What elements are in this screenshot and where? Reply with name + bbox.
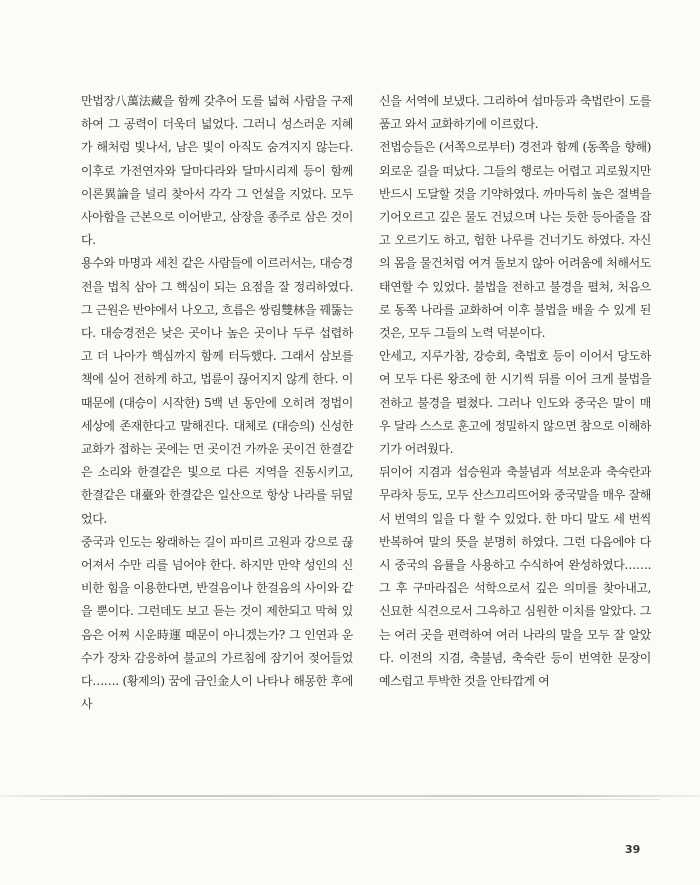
right-column — [379, 90, 651, 693]
page-number: 39 — [625, 843, 641, 856]
paragraph: 안세고, 지루가참, 강승회, 축법호 등이 이어서 당도하여 모두 다른 왕조에 한 시기씩 뒤를 이어 크게 불법을 전하고 불경을 펼쳤다. 그러나 인도와 중국은 말이 매우 달라 스스로 훈고에 정밀하지 않으면 참으로 이해하기가 어려웠다. — [379, 349, 651, 457]
paragraph: 중국과 인도는 왕래하는 길이 파미르 고원과 강으로 끊어져서 수만 리를 넘어야 한다. 하지만 만약 성인의 신비한 힘을 이용한다면, 반걸음이나 한걸음의 사이와 같을 뿐이다. 그런데도 보고 듣는 것이 제한되고 막혀 있음은 어찌 시운時運 때문이 아니겠는가? 그 인연과 운수가 장차 감응하여 불교의 가르침에 잠기어 젖어들었다……. (황제의) 꿈에 금인金人이 나타나 해몽한 후에 사 — [81, 534, 353, 712]
paragraph: 만법장八萬法藏을 함께 갖추어 도를 넓혀 사람을 구제하여 그 공력이 더욱더 넓었다. 그러니 성스러운 지혜가 해처럼 빛나서, 남은 빛이 아직도 숨겨지지 않는다. 이후로 가전연자와 달마다라와 달마시리제 등이 함께 이론異論을 널리 찾아서 각각 그 언설을 지었다. 모두 사아함을 근본으로 이어받고, 삼장을 종주로 삼은 것이다. — [81, 94, 353, 248]
paragraph: 뒤이어 지겸과 섭승원과 축불념과 석보운과 축숙란과 무라차 등도, 모두 산스끄리뜨어와 중국말을 매우 잘해서 번역의 일을 다 할 수 있었다. 한 마디 말도 세 번씩 반복하여 말의 뜻을 분명히 하였다. 그런 다음에야 다시 중국의 음률을 사용하고 수식하여 완성하였다……. 그 후 구마라집은 석학으로서 깊은 의미를 찾아내고, 신묘한 식견으로서 그윽하고 심원한 이치를 알았다. 그는 여러 곳을 편력하여 여러 나라의 말을 모두 잘 알았다. 이전의 지겸, 축불념, 축숙란 등이 번역한 문장이 예스럽고 투박한 것을 안타깝게 여 — [379, 465, 651, 689]
paragraph: 전법승들은 (서쪽으로부터) 경전과 함께 (동쪽을 향해) 외로운 길을 떠났다. 그들의 행로는 어렵고 괴로웠지만 반드시 도달할 것을 기약하였다. 까마득히 높은 절벽을 기어오르고 깊은 물도 건넜으며 나는 듯한 등아줄을 잡고 오르기도 하고, 험한 나루를 건너기도 하였다. 자신의 몸을 물건처럼 여겨 돌보지 않아 어려움에 처해서도 태연할 수 있었다. 불법을 전하고 불경을 펼쳐, 처음으로 동쪽 나라를 교화하여 이후 불법을 배울 수 있게 된 것은, 모두 그들의 노력 덕분이다. — [379, 140, 651, 341]
left-column — [81, 90, 353, 716]
footer-divider-shadow — [40, 799, 660, 800]
footer-divider — [0, 795, 700, 797]
paragraph: 용수와 마명과 세친 같은 사람들에 이르러서는, 대승경전을 법칙 삼아 그 핵심이 되는 요점을 잘 정리하였다. 그 근원은 반야에서 나오고, 흐름은 쌍림雙林을 꿰뚫는다. 대승경전은 낮은 곳이나 높은 곳이나 두루 섭렵하고 더 나아가 핵심까지 함께 터득했다. 그래서 삼보를 책에 실어 전하게 하고, 법륜이 끊어지지 않게 한다. 이 때문에 (대승이 시작한) 5백 년 동안에 오히려 정법이 세상에 존재한다고 말해진다. 대체로 (대승의) 신성한 교화가 접하는 곳에는 먼 곳이건 가까운 곳이건 한결같은 소리와 한결같은 빛으로 다른 지역을 진동시키고, 한결같은 대臺와 한결같은 일산으로 항상 나라를 뒤덮었다. — [81, 256, 353, 526]
paragraph: 신을 서역에 보냈다. 그리하여 섭마등과 축법란이 도를 품고 와서 교화하기에 이르렀다. — [379, 94, 651, 132]
